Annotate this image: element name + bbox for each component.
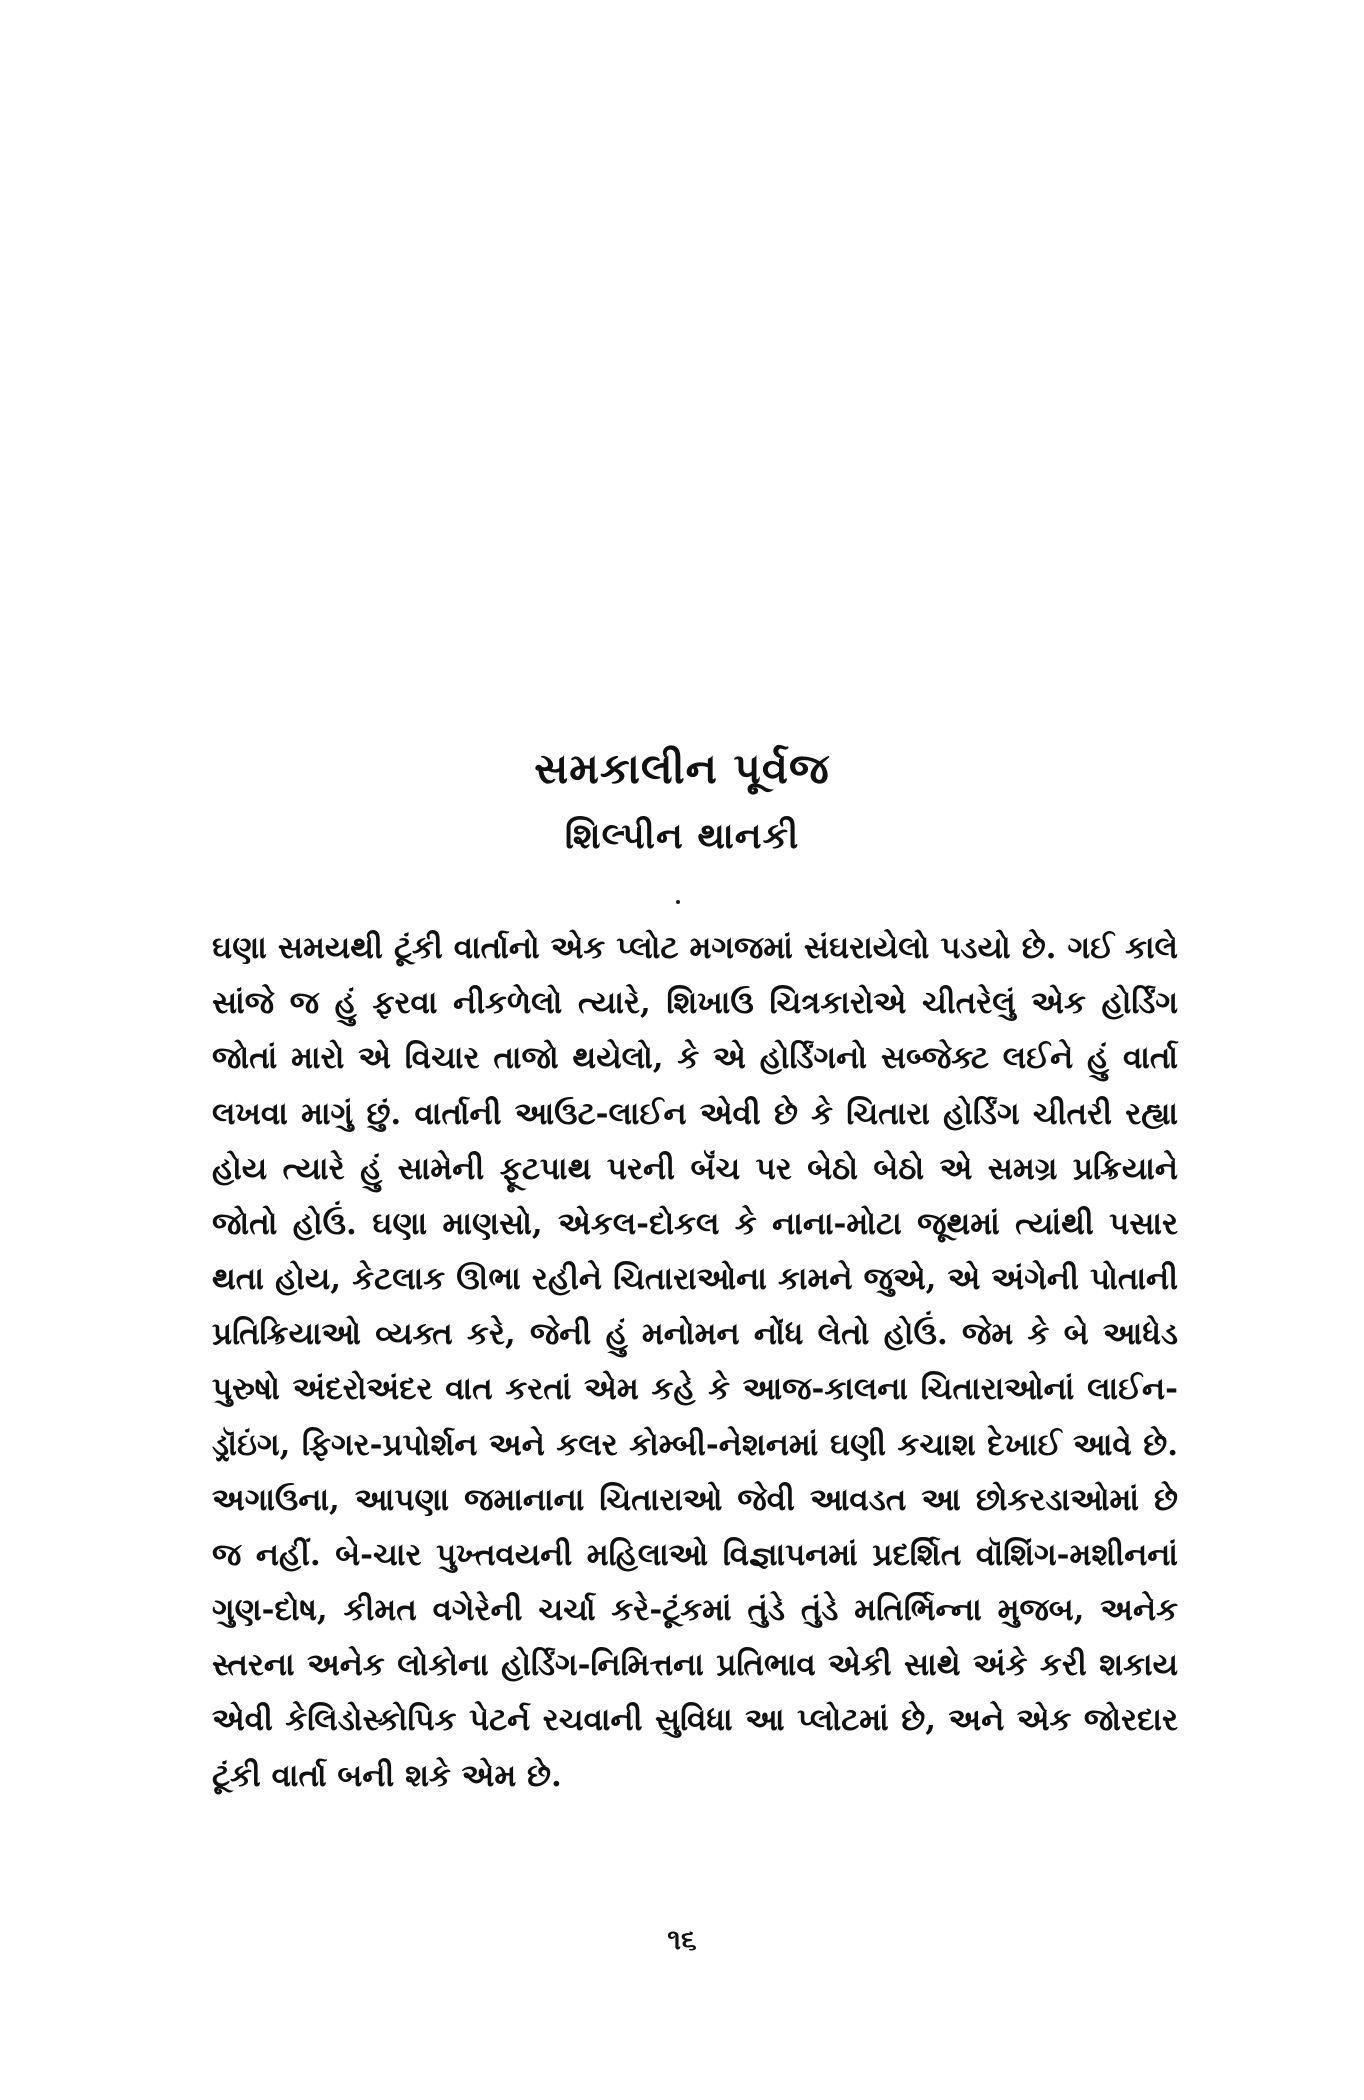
chapter-heading <box>0 744 1364 857</box>
page-number: ૧૬ <box>667 1923 697 1956</box>
separator-dot <box>676 900 680 904</box>
author-name: શિલ્પીન થાનકી <box>564 815 800 857</box>
body-paragraph: ઘણા સમયથી ટૂંકી વાર્તાનો એક પ્લોટ મગજમાં સંઘરાયેલો પડયો છે. ગઈ કાલે સાંજે જ હું ફરવા નીકળેલો ત્યારે, શિખાઉ ચિત્રકારોએ ચીતરેલું એક હોર્ડિંગ જોતાં મારો એ વિચાર તાજો થયેલો, કે એ હોર્ડિંગનો સબ્જેક્ટ લઈને હું વાર્તા લખવા માગું છું. વાર્તાની આઉટ-લાઈન એવી છે કે ચિતારા હોર્ડિંગ ચીતરી રહ્યા હોય ત્યારે હું સામેની ફૂટપાથ પરની બૅંચ પર બેઠો બેઠો એ સમગ્ર પ્રક્રિયાને જોતો હોઉં. ઘણા માણસો, એકલ-દોકલ કે નાના-મોટા જૂથમાં ત્યાંથી પસાર થતા હોય, કેટલાક ઊભા રહીને ચિતારાઓના કામને જુએ, એ અંગેની પોતાની પ્રતિક્રિયાઓ વ્યક્ત કરે, જેની હું મનોમન નોંધ લેતો હોઉં. જેમ કે બે આધેડ પુરુષો અંદરોઅંદર વાત કરતાં એમ કહે કે આજ-કાલના ચિતારાઓનાં લાઈન-ડ્રૉઇંગ, ફિગર-પ્રપોર્શન અને કલર કોમ્બી-નેશનમાં ઘણી કચાશ દેખાઈ આવે છે. અગાઉના, આપણા જમાનાના ચિતારાઓ જેવી આવડત આ છોકરડાઓમાં છે જ નહીં. બે-ચાર પુખ્તવયની મહિલાઓ વિજ્ઞાપનમાં પ્રદર્શિત વૉશિંગ-મશીનનાં ગુણ-દોષ, કીમત વગેરેની ચર્ચા કરે-ટૂંકમાં તુંડે તુંડે મતિર્ભિન્ના મુજબ, અનેક સ્તરના અનેક લોકોના હોર્ડિંગ-નિમિત્તના પ્રતિભાવ એકી સાથે અંકે કરી શકાય એવી કેલિડોસ્કોપિક પેટર્ન રચવાની સુવિધા આ પ્લોટમાં છે, અને એક જોરદાર ટૂંકી વાર્તા બની શકે એમ છે. <box>212 930 1178 1794</box>
chapter-title: સમકાલીન પૂર્વજ <box>534 744 830 793</box>
